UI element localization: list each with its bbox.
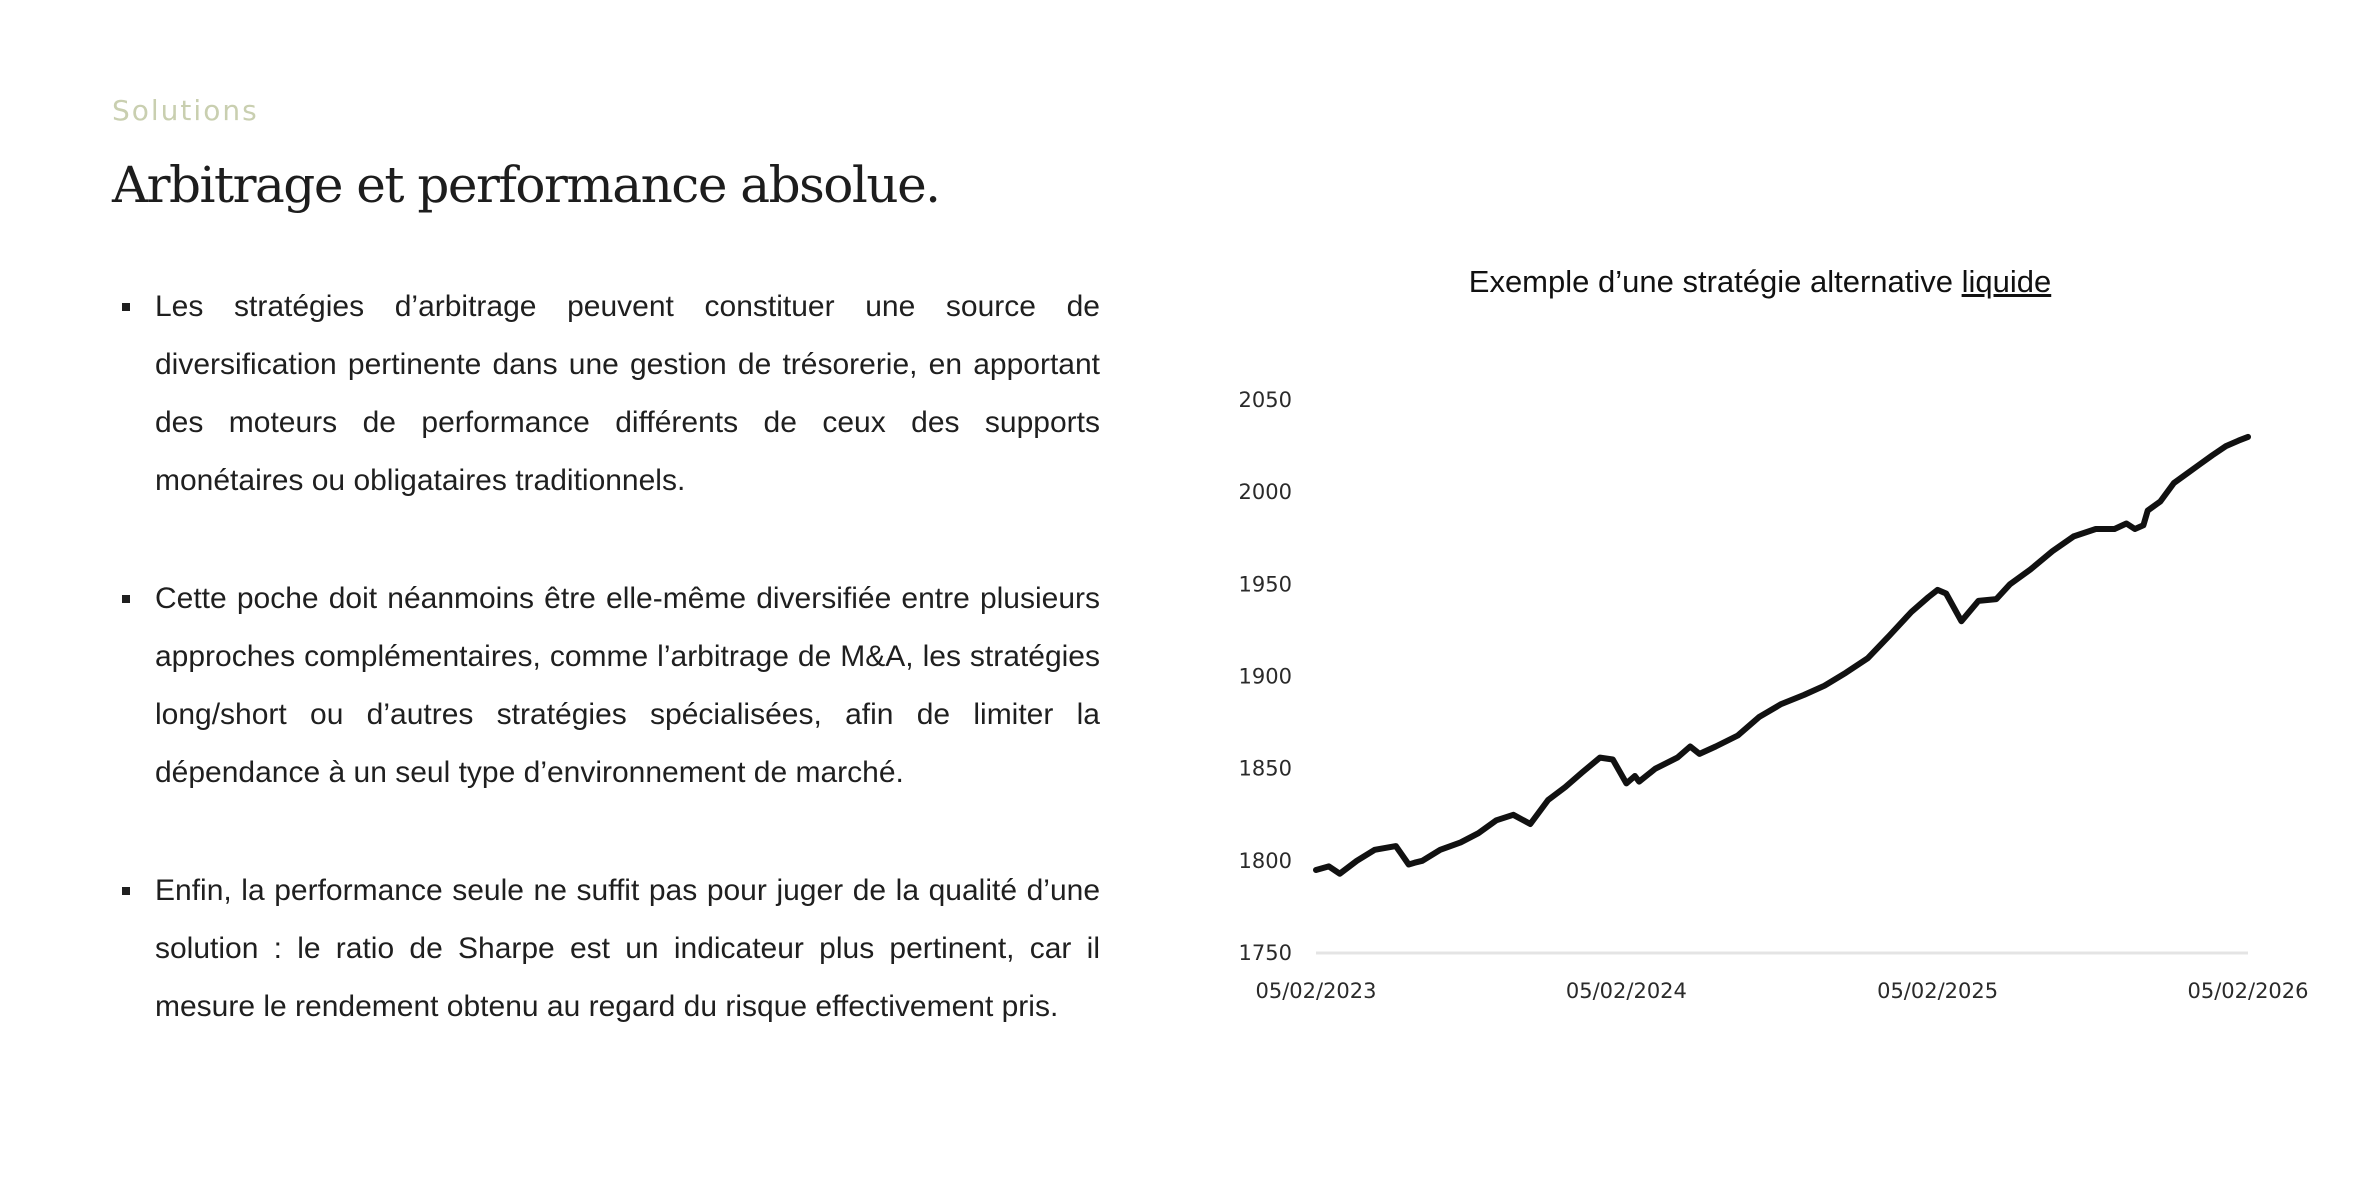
y-tick-label: 1900 — [1238, 664, 1292, 689]
x-tick-label: 05/02/2026 — [2187, 979, 2309, 1003]
chart-title-underlined: liquide — [1961, 264, 2052, 299]
x-tick-label: 05/02/2024 — [1565, 979, 1687, 1003]
y-tick-label: 1750 — [1238, 941, 1292, 965]
y-tick-label: 2000 — [1238, 480, 1292, 505]
y-tick-label: 1950 — [1238, 572, 1292, 597]
series-line — [1316, 437, 2248, 874]
y-tick-label: 1850 — [1238, 756, 1292, 781]
x-tick-label: 05/02/2023 — [1255, 979, 1377, 1003]
chart-title-main: Exemple d’une stratégie alternative — [1468, 264, 1962, 299]
slide-title: Arbitrage et performance absolue. — [112, 156, 940, 214]
x-tick-label: 05/02/2025 — [1877, 979, 1999, 1003]
bullet-text: Cette poche doit néanmoins être elle-même diversifiée entre plusieurs approches complémentaires, comme l’arbitrage de M&A, les stratégies long/short ou d’autres stratégies spécialisées, afin de limiter la dépendance à un seul type d’environnement de marché. — [155, 582, 1100, 789]
bullet-text: Les stratégies d’arbitrage peuvent constituer une source de diversification pertinente dans une gestion de trésorerie, en apportant des moteurs de performance différents de ceux des supports monétaires ou obligataires traditionnels. — [155, 290, 1100, 497]
bullet-text: Enfin, la performance seule ne suffit pas pour juger de la qualité d’une solution : le ratio de Sharpe est un indicateur plus pertinent, car il mesure le rendement obtenu au regard du risque effectivement pris. — [155, 874, 1100, 1023]
eyebrow-label: Solutions — [112, 94, 259, 127]
y-tick-label: 2050 — [1238, 388, 1292, 412]
y-tick-label: 1800 — [1238, 848, 1292, 873]
